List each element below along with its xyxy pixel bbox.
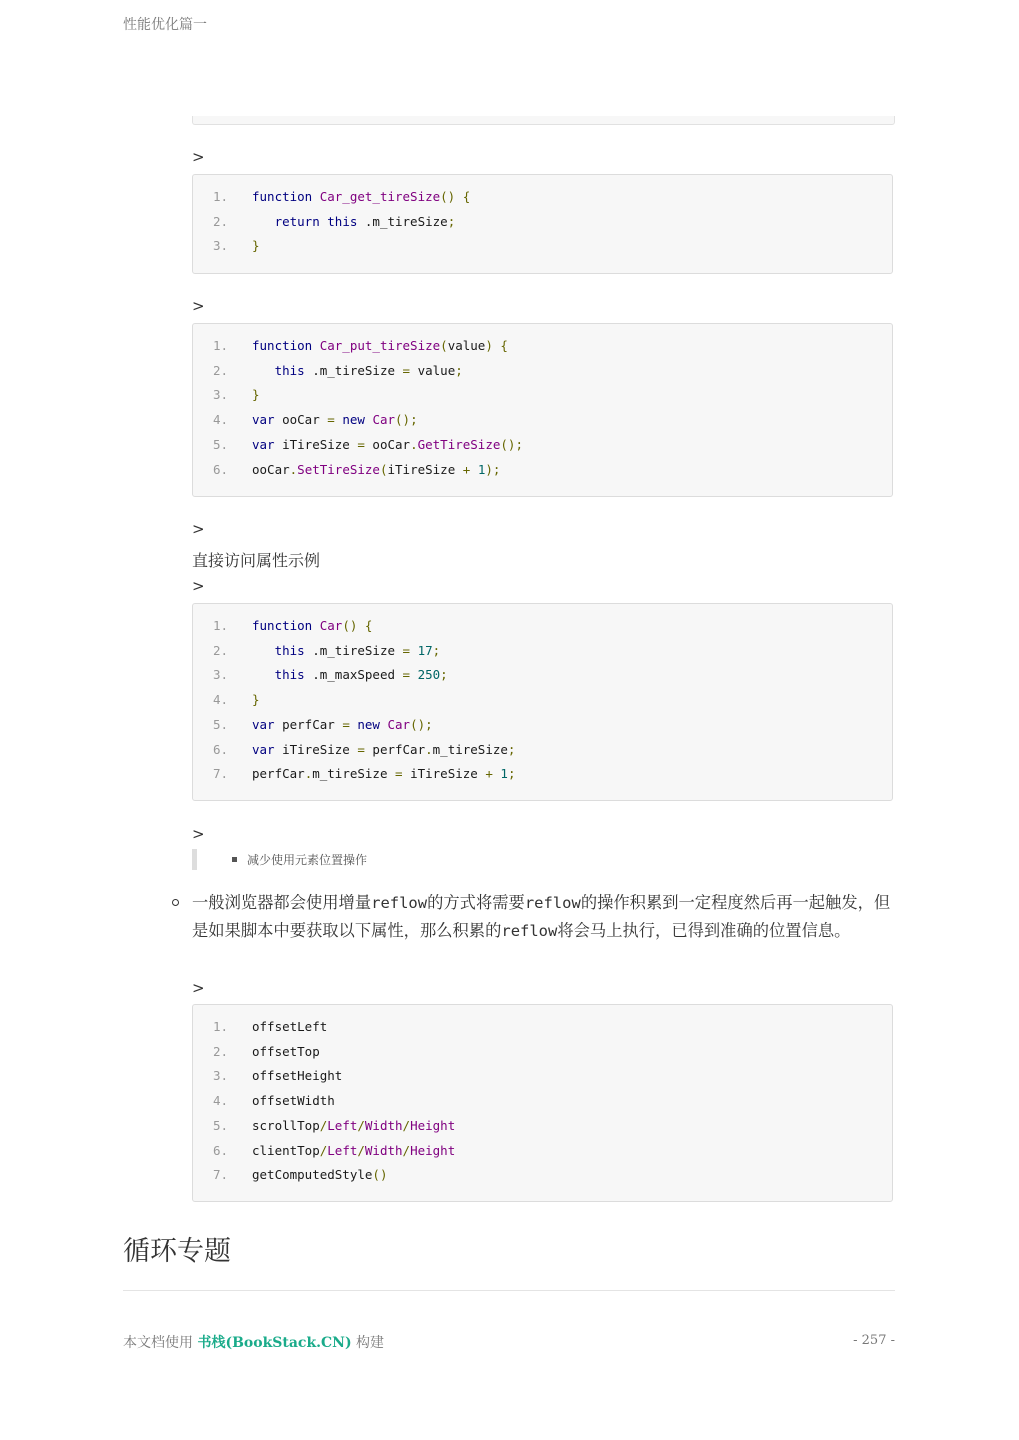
line-number: 2. <box>213 642 229 658</box>
code-line <box>193 690 892 710</box>
code-source: } <box>252 387 260 403</box>
code-source: offsetWidth <box>252 1093 335 1109</box>
page-header-title: 性能优化篇一 <box>123 17 207 33</box>
square-bullet-icon <box>232 857 237 862</box>
footer-credit <box>123 1332 384 1352</box>
quote-list-item: 减少使用元素位置操作 <box>247 853 368 867</box>
code-line <box>193 740 892 760</box>
line-number: 6. <box>213 741 229 757</box>
code-source: var ooCar = new Car(); <box>252 412 418 428</box>
code-line <box>193 1017 892 1037</box>
blockquote-marker: > <box>192 520 205 538</box>
code-source: this .m_maxSpeed = 250; <box>252 667 448 683</box>
code-block-direct-access <box>192 603 893 801</box>
code-line <box>193 1042 892 1062</box>
code-block-offset-properties <box>192 1004 893 1202</box>
code-line <box>193 336 892 356</box>
footer-divider <box>123 1290 895 1291</box>
code-line <box>193 1066 892 1086</box>
footer-prefix: 本文档使用 <box>123 1335 198 1351</box>
code-source: offsetLeft <box>252 1019 328 1034</box>
line-number: 6. <box>213 461 229 477</box>
blockquote-bar <box>192 849 197 870</box>
section-heading: 循环专题 <box>123 1236 231 1267</box>
reflow-paragraph <box>192 889 897 945</box>
reflow-text-4: 将会马上执行，已得到准确的位置信息。 <box>557 921 851 940</box>
code-source: offsetTop <box>252 1043 320 1059</box>
code-line <box>193 1141 892 1161</box>
code-source: this .m_tireSize = 17; <box>252 642 441 658</box>
code-line <box>193 641 892 661</box>
code-source: } <box>252 238 260 254</box>
code-source: var perfCar = new Car(); <box>252 716 433 732</box>
footer-suffix: 构建 <box>351 1335 385 1351</box>
blockquote-marker: > <box>192 825 205 843</box>
code-source: return this .m_tireSize; <box>252 213 456 229</box>
reflow-code-3: reflow <box>501 922 558 940</box>
line-number: 3. <box>213 667 229 683</box>
line-number: 3. <box>213 1068 229 1084</box>
code-source: function Car_get_tireSize() { <box>252 189 471 204</box>
line-number: 2. <box>213 213 229 229</box>
reflow-text-1: 一般浏览器都会使用增量 <box>192 893 372 912</box>
line-number: 2. <box>213 362 229 378</box>
direct-access-heading: 直接访问属性示例 <box>192 551 321 570</box>
line-number: 5. <box>213 1117 229 1133</box>
line-number: 5. <box>213 436 229 452</box>
line-number: 3. <box>213 238 229 254</box>
code-line <box>193 715 892 735</box>
code-block-put-tiresize <box>192 323 893 497</box>
blockquote-marker: > <box>192 577 205 595</box>
code-source: scrollTop/Left/Width/Height <box>252 1117 456 1133</box>
code-source: } <box>252 692 260 708</box>
line-number: 4. <box>213 1093 229 1109</box>
line-number: 1. <box>213 1019 229 1034</box>
code-line <box>193 385 892 405</box>
code-line <box>193 764 892 784</box>
code-line <box>193 1116 892 1136</box>
bookstack-link[interactable]: 书栈(BookStack.CN) <box>197 1335 352 1351</box>
code-block-get-tiresize <box>192 174 893 274</box>
line-number: 1. <box>213 338 229 353</box>
reflow-code-1: reflow <box>371 894 428 912</box>
code-line <box>193 1091 892 1111</box>
line-number: 4. <box>213 692 229 708</box>
reflow-text-3: 的操作积累到一定程度然后再一起触发，但是如果脚本中要获取以下属性，那么积累的 <box>192 893 891 940</box>
code-source: var iTireSize = ooCar.GetTireSize(); <box>252 436 523 452</box>
line-number: 7. <box>213 1167 229 1183</box>
code-source: ooCar.SetTireSize(iTireSize + 1); <box>252 461 501 477</box>
code-line <box>193 616 892 636</box>
code-line <box>193 435 892 455</box>
code-source: getComputedStyle() <box>252 1167 388 1183</box>
line-number: 1. <box>213 618 229 633</box>
code-line <box>193 361 892 381</box>
line-number: 1. <box>213 189 229 204</box>
code-source: offsetHeight <box>252 1068 343 1084</box>
line-number: 7. <box>213 766 229 782</box>
code-line <box>193 212 892 232</box>
reflow-text-2: 的方式将需要 <box>427 893 525 912</box>
code-line <box>193 665 892 685</box>
line-number: 6. <box>213 1142 229 1158</box>
code-source: var iTireSize = perfCar.m_tireSize; <box>252 741 516 757</box>
blockquote-marker: > <box>192 297 205 315</box>
code-line <box>193 460 892 480</box>
page-number: - 257 - <box>853 1333 895 1348</box>
code-line <box>193 1165 892 1185</box>
code-line <box>193 187 892 207</box>
code-source: clientTop/Left/Width/Height <box>252 1142 456 1158</box>
code-source: this .m_tireSize = value; <box>252 362 463 378</box>
circle-bullet-icon <box>172 899 179 906</box>
line-number: 2. <box>213 1043 229 1059</box>
line-number: 5. <box>213 716 229 732</box>
blockquote-marker: > <box>192 148 205 166</box>
line-number: 4. <box>213 412 229 428</box>
code-source: function Car_put_tireSize(value) { <box>252 338 508 353</box>
line-number: 3. <box>213 387 229 403</box>
code-line <box>193 410 892 430</box>
previous-code-block-end <box>192 116 895 125</box>
code-source: perfCar.m_tireSize = iTireSize + 1; <box>252 766 516 782</box>
code-line <box>193 236 892 256</box>
reflow-code-2: reflow <box>524 894 581 912</box>
blockquote-marker: > <box>192 979 205 997</box>
code-source: function Car() { <box>252 618 373 633</box>
